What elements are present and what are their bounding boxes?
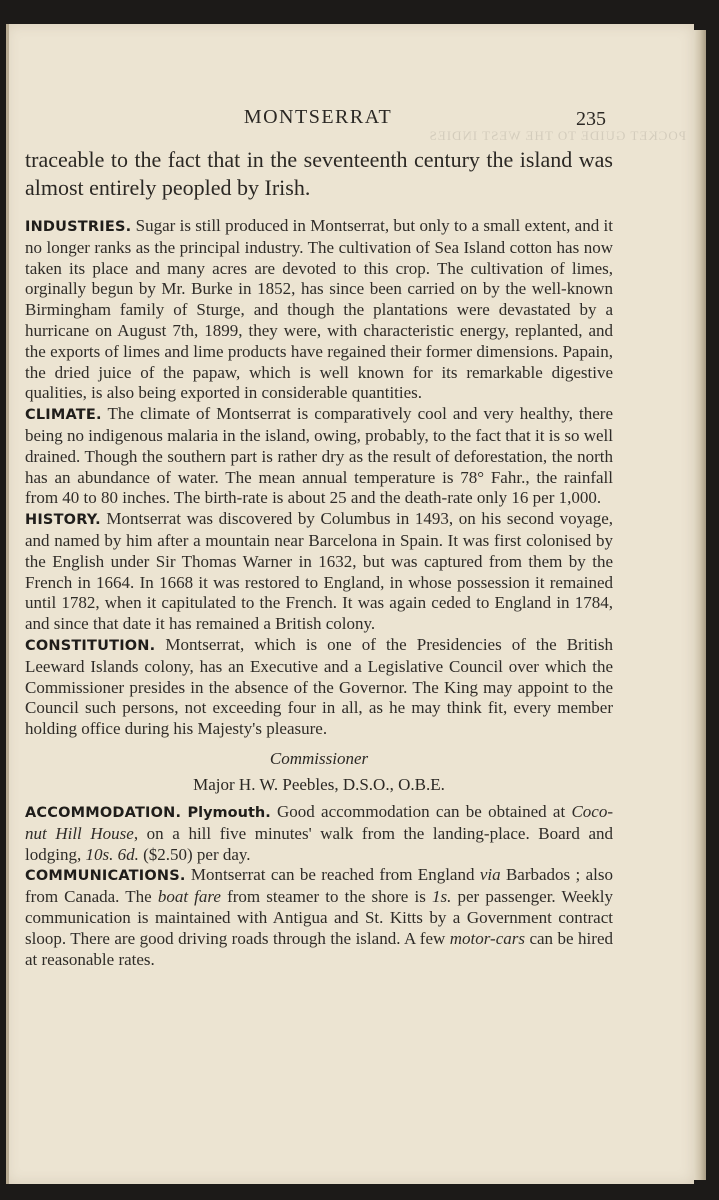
climate-heading: CLIMATE. [25,407,102,424]
communications-text-2: Barbados ; also from Canada. The [25,865,613,907]
bleed-through-text: POCKET GUIDE TO THE WEST INDIES [428,128,686,143]
accommodation-text-2: , on a hill five minutes' walk from the landing-place. Board and lodging, [25,823,613,864]
constitution-heading: CONSTITUTION. [25,637,156,654]
industries-text: Sugar is still produced in Montserrat, but only to a small extent, and it no longer ranks as the principal industry. The cultivation of Sea Island cotton has now taken its place and many acres are devoted to this crop. The cultivation of limes, orginally begun by Mr. Burke in 1852, has since been carried on by the well-known Birmingham family of Sturge, and though the plantations were devastated by a hurricane on August 7th, 1899, they were, with characteristic energy, replanted, and the exports of limes and lime products have regained their former dimensions. Papain, the dried juice of the papaw, which is well known for its remarkable digestive qualities, is also being exported in considerable quantities. [25,216,613,403]
communications-motor-cars: motor-cars [449,928,525,948]
page-header [30,106,606,136]
accommodation-text-3: ($2.50) per day. [138,844,251,864]
intro-paragraph: traceable to the fact that in the seventeenth century the island was almost entirely peopled by Irish. [25,147,613,200]
communications-fare-amount: 1s. [431,887,452,907]
history-heading: HISTORY. [25,512,101,529]
climate-section [25,404,613,509]
communications-text-4: per passenger. Weekly communication is maintained with Antigua and St. Kitts by a Government contract sloop. There are good driving roads through the island. A few [25,887,613,948]
communications-text-1: Montserrat can be reached from England [185,865,480,885]
communications-section [25,865,613,970]
accommodation-price: 10s. 6d. [85,844,139,864]
history-section [25,509,613,635]
running-title: MONTSERRAT [243,106,393,128]
accommodation-text-1: Good accommodation can be obtained at [270,801,572,821]
communications-boat-fare: boat fare [157,887,221,907]
page-edge [694,30,706,1180]
accommodation-hotel-name: Coco-nut Hill House [25,801,613,843]
history-text: Montserrat was discovered by Columbus in 1493, on his second voyage, and named by him after a mountain near Barcelona in Spain. It was first colonised by the English under Sir Thomas Warner in 1632, but was captured from them by the French in 1664. In 1668 it was restored to England, in whose possession it remained until 1782, when it capitulated to the French. It was again ceded to England in 1784, and since that date it has remained a British colony. [25,509,613,634]
communications-text-3: from steamer to the shore is [220,887,432,907]
commissioner-name: Major H. W. Peebles, D.S.O., O.B.E. [193,774,445,794]
page-number: 235 [576,108,606,130]
industries-heading: INDUSTRIES. [25,219,132,235]
commissioner-caption: Commissioner [269,748,369,768]
communications-text-5: can be hired at reasonable rates. [25,928,613,969]
communications-heading: COMMUNICATIONS. [25,868,186,885]
accommodation-section [25,802,613,865]
book-page [6,24,694,1184]
communications-via: via [479,865,501,885]
constitution-text: Montserrat, which is one of the Presidencies of the British Leeward Islands colony, has an Executive and a Legislative Council over which the Commissioner presides in the absence of the Governor. The King may appoint to the Council such persons, not exceeding four in all, as he may think fit, every member holding office during his Majesty's pleasure. [25,634,613,739]
climate-text: The climate of Montserrat is comparatively cool and very healthy, there being no indigenous malaria in the island, owing, probably, to the fact that it is so well drained. Though the southern part is rather dry as the result of deforestation, the north has an abundance of water. The mean annual temperature is 78° Fahr., the rainfall from 40 to 80 inches. The birth-rate is about 25 and the death-rate only 16 per 1,000. [25,404,613,508]
accommodation-place: Plymouth. [187,804,271,821]
accommodation-heading: ACCOMMODATION. [25,804,182,821]
constitution-section [25,635,613,740]
body-text [25,146,613,970]
industries-section [25,216,613,404]
